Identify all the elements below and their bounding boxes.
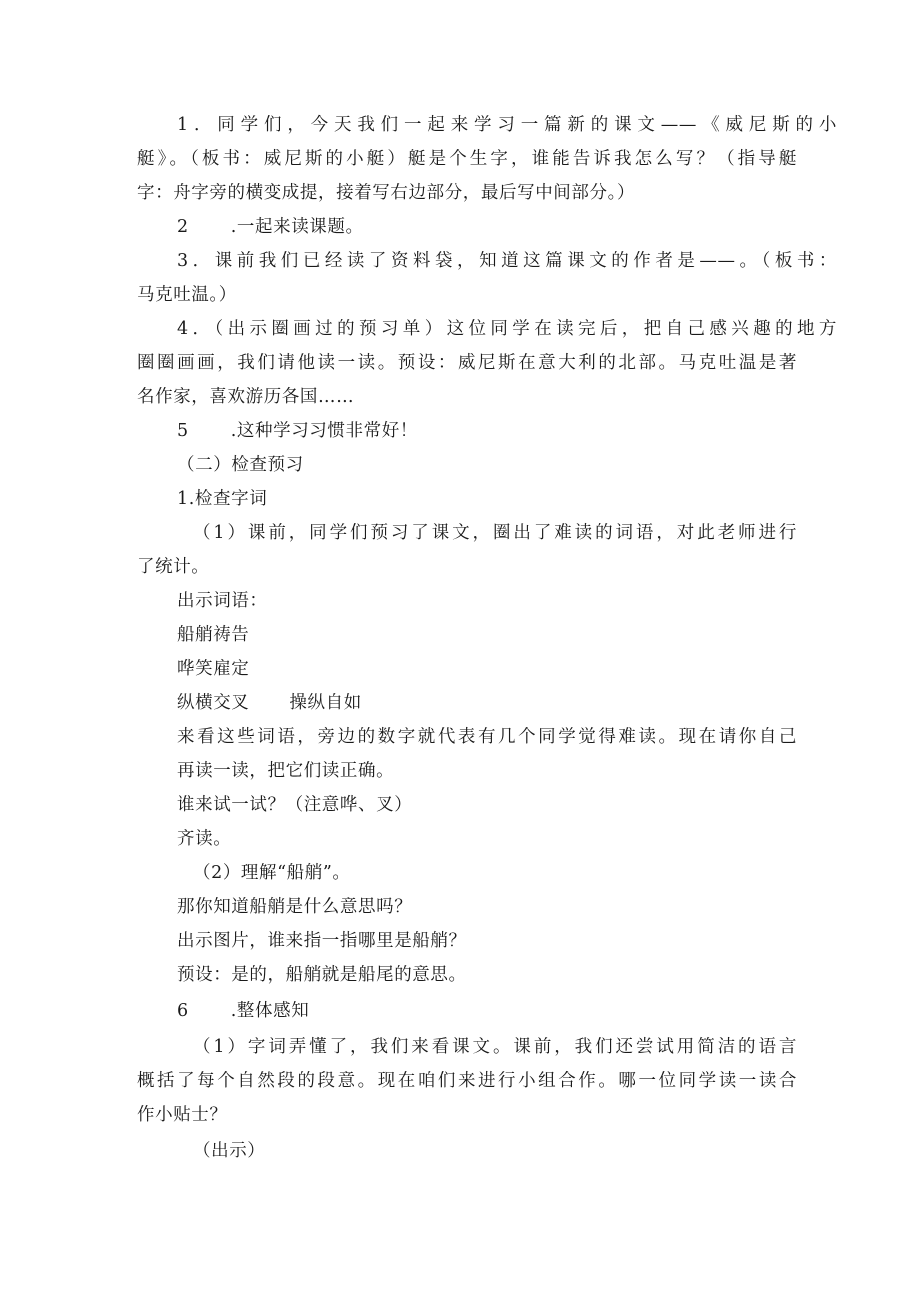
sub-3-line-2: 概括了每个自然段的段意。现在咱们来进行小组合作。哪一位同学读一读合 — [137, 1071, 797, 1091]
word-group-1: 船艄祷告 — [177, 625, 250, 645]
sub-1-line-1: （1）课前，同学们预习了课文，圈出了难读的词语，对此老师进行 — [193, 523, 797, 543]
sub-2-heading: （2）理解“船艄”。 — [193, 863, 351, 883]
para-3-line-1: 3．课前我们已经读了资料袋，知道这篇课文的作者是——。（板书： — [177, 251, 837, 271]
para-4-line-1: 4．（出示圈画过的预习单）这位同学在读完后，把自己感兴趣的地方 — [177, 319, 837, 339]
para-5 — [177, 414, 837, 449]
para-5-text: .这种学习习惯非常好！ — [230, 421, 418, 441]
who-try-line: 谁来试一试？（注意哗、叉） — [177, 795, 413, 815]
sub-1-line-2: 了统计。 — [137, 557, 210, 577]
word-group-3a: 纵横交叉 — [177, 693, 250, 713]
sub-3-line-1: （1）字词弄懂了，我们来看课文。课前，我们还尝试用简洁的语言 — [193, 1037, 797, 1057]
section-heading: （二）检查预习 — [177, 455, 304, 475]
question-1: 那你知道船艄是什么意思吗？ — [177, 897, 413, 917]
para-4-line-3: 名作家，喜欢游历各国…… — [137, 387, 355, 407]
read-all-line: 齐读。 — [177, 829, 232, 849]
word-group-2: 哗笑雇定 — [177, 659, 250, 679]
para-3-line-2: 马克吐温。） — [137, 285, 237, 305]
para-2-text: .一起来读课题。 — [230, 217, 364, 237]
para-2-number: 2 — [177, 217, 189, 237]
para-2 — [177, 210, 837, 245]
word-group-3b: 操纵自如 — [289, 693, 362, 713]
show-label: （出示） — [193, 1141, 266, 1161]
show-words-label: 出示词语： — [177, 591, 268, 611]
question-3: 预设：是的，船艄就是船尾的意思。 — [177, 965, 467, 985]
word-group-3 — [177, 686, 837, 721]
para-6-number: 6 — [177, 1001, 189, 1021]
item-1-heading: 1.检查字词 — [177, 489, 268, 509]
look-line-2: 再读一读，把它们读正确。 — [177, 761, 395, 781]
para-5-number: 5 — [177, 421, 189, 441]
para-4-line-2: 圈圈画画，我们请他读一读。预设：威尼斯在意大利的北部。马克吐温是著 — [137, 353, 797, 373]
para-6-text: .整体感知 — [230, 1001, 310, 1021]
look-line-1: 来看这些词语，旁边的数字就代表有几个同学觉得难读。现在请你自己 — [177, 727, 797, 747]
para-6 — [177, 994, 837, 1029]
question-2: 出示图片，谁来指一指哪里是船艄？ — [177, 931, 467, 951]
para-1-line-2: 艇》。（板书：威尼斯的小艇）艇是个生字，谁能告诉我怎么写？（指导艇 — [137, 149, 797, 169]
para-1-line-3: 字：舟字旁的横变成提，接着写右边部分，最后写中间部分。） — [137, 183, 636, 203]
sub-3-line-3: 作小贴士？ — [137, 1105, 228, 1125]
para-1-line-1: 1．同学们，今天我们一起来学习一篇新的课文——《威尼斯的小 — [177, 115, 837, 135]
